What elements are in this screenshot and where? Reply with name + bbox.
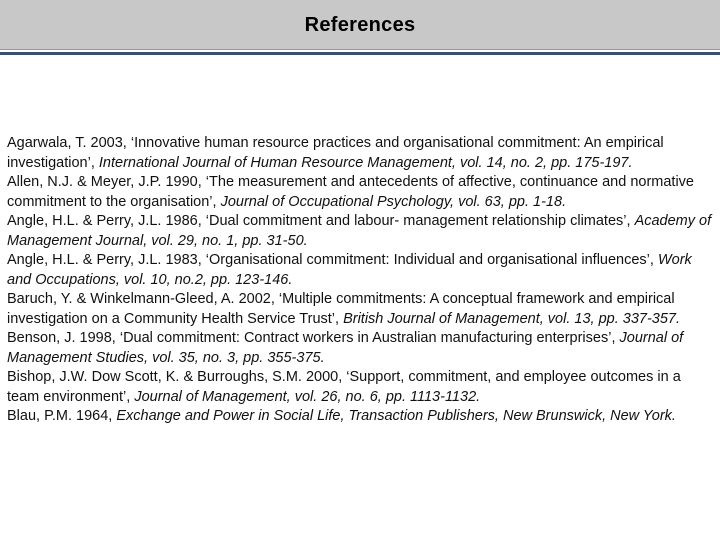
reference-item bbox=[7, 251, 713, 290]
reference-text: Angle, H.L. & Perry, J.L. 1983, ‘Organisational commitment: Individual and organisational influences’, bbox=[7, 252, 658, 268]
reference-text: Angle, H.L. & Perry, J.L. 1986, ‘Dual commitment and labour- management relationship climates’, bbox=[7, 213, 635, 229]
page-title: References bbox=[304, 14, 416, 36]
title-divider bbox=[0, 52, 720, 55]
reference-source: Journal of Occupational Psychology, vol. 63, pp. 1-18. bbox=[220, 193, 567, 210]
reference-source: Exchange and Power in Social Life, Transaction Publishers, New Brunswick, New York. bbox=[116, 408, 676, 424]
reference-source: Journal of Management Studies, vol. 35, no. 3, pp. 355-375. bbox=[7, 330, 684, 366]
reference-source: Work and Occupations, vol. 10, no.2, pp. 123-146. bbox=[7, 252, 692, 288]
reference-item bbox=[7, 368, 713, 407]
reference-item bbox=[7, 212, 713, 251]
reference-item bbox=[7, 329, 713, 368]
reference-list bbox=[7, 134, 713, 427]
reference-item bbox=[7, 173, 713, 212]
reference-source: International Journal of Human Resource Management, vol. 14, no. 2, pp. 175-197. bbox=[98, 154, 633, 171]
reference-text: Benson, J. 1998, ‘Dual commitment: Contract workers in Australian manufacturing enterprises’, bbox=[7, 330, 620, 346]
reference-source: Academy of Management Journal, vol. 29, no. 1, pp. 31-50. bbox=[7, 213, 712, 249]
reference-text: Allen, N.J. & Meyer, J.P. 1990, ‘The measurement and antecedents of affective, continuance and normative commitment to the organisation’, bbox=[7, 174, 695, 210]
reference-source: British Journal of Management, vol. 13, pp. 337-357. bbox=[343, 310, 680, 327]
title-bar bbox=[0, 0, 720, 50]
reference-item bbox=[7, 407, 713, 427]
reference-item bbox=[7, 290, 713, 329]
reference-item bbox=[7, 134, 713, 173]
reference-text: Baruch, Y. & Winkelmann-Gleed, A. 2002, ‘Multiple commitments: A conceptual framework and empirical investigation on a Community Health Service Trust’, bbox=[7, 291, 675, 327]
reference-text: Agarwala, T. 2003, ‘Innovative human resource practices and organisational commitment: An empirical investigation’, bbox=[7, 135, 664, 171]
reference-source: Journal of Management, vol. 26, no. 6, pp. 1113-1132. bbox=[134, 388, 481, 405]
reference-text: Bishop, J.W. Dow Scott, K. & Burroughs, S.M. 2000, ‘Support, commitment, and employee outcomes in a team environment’, bbox=[7, 369, 681, 405]
reference-text: Blau, P.M. 1964, bbox=[7, 408, 117, 424]
